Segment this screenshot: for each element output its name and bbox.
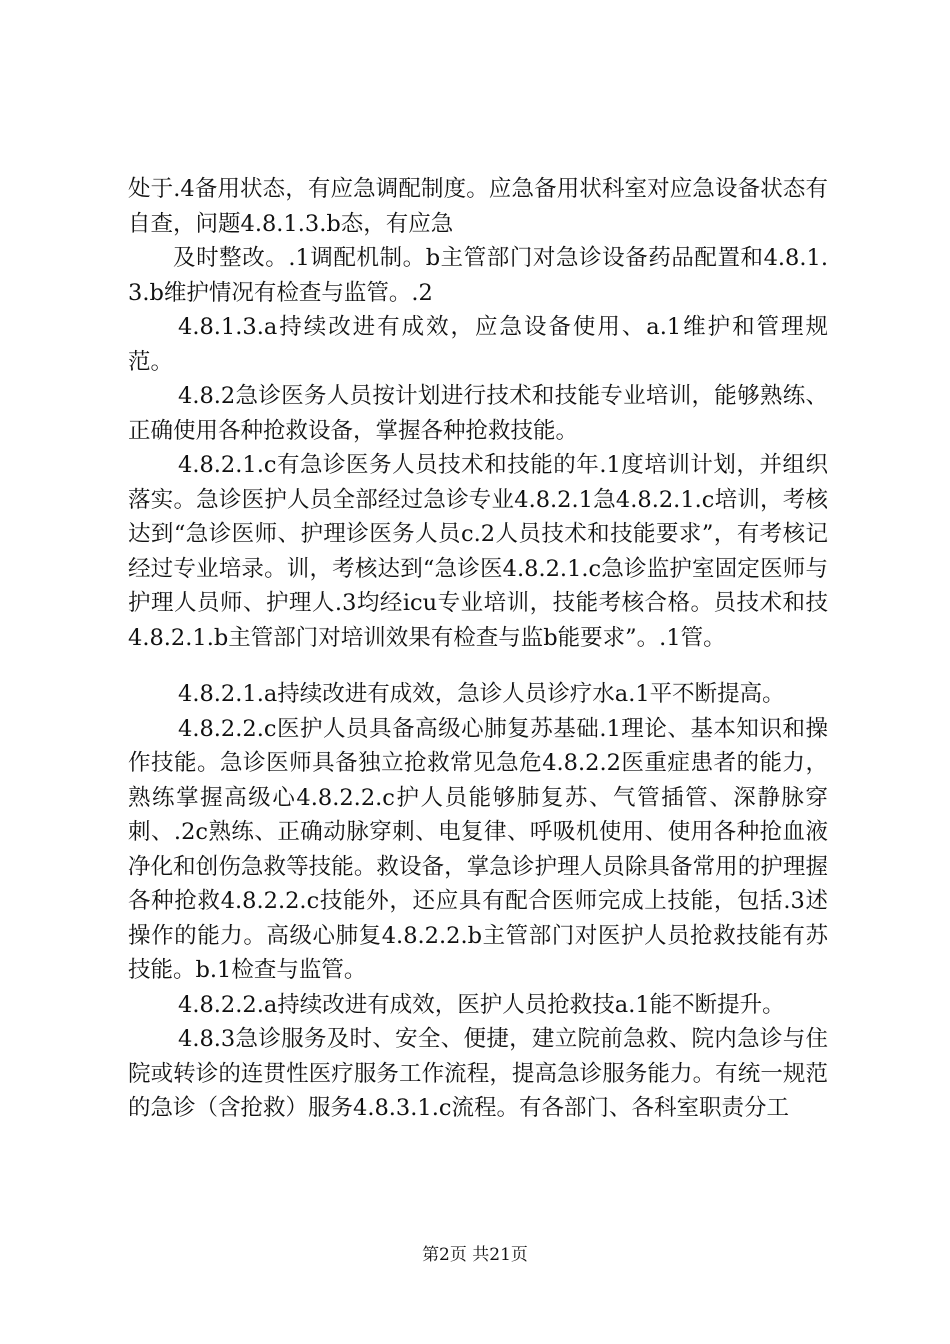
paragraph-3: 4.8.1.3.a持续改进有成效，应急设备使用、a.1维护和管理规范。 [128, 314, 828, 375]
paragraph-4: 4.8.2急诊医务人员按计划进行技术和技能专业培训，能够熟练、正确使用各种抢救设备，掌握各种抢救技能。 [128, 383, 828, 444]
paragraph-5: 4.8.2.1.c有急诊医务人员技术和技能的年.1度培训计划，并组织落实。急诊医护人员全部经过急诊专业4.8.2.1急4.8.2.1.c培训，考核达到“急诊医师、护理诊医务人员c.2人员技术和技能要求”，有考核记经过专业培录。训，考核达到“急诊医4.8.2.1.c急诊监护室固定医师与护理人员师、护理人.3均经icu专业培训，技能考核合格。员技术和技4.8.2.1.b主管部门对培训效果有检查与监b能要求”。.1管。 [128, 452, 828, 651]
paragraph-6: 4.8.2.1.a持续改进有成效，急诊人员诊疗水a.1平不断提高。 [178, 681, 785, 707]
page-footer: 第2页 共21页 [422, 1245, 528, 1265]
paragraph-1: 处于.4备用状态，有应急调配制度。应急备用状科室对应急设备状态有自查，问题4.8.1.3.b态，有应急 [128, 176, 828, 237]
paragraph-8: 4.8.2.2.a持续改进有成效，医护人员抢救技a.1能不断提升。 [178, 991, 785, 1018]
paragraph-2: 及时整改。.1调配机制。b主管部门对急诊设备药品配置和4.8.1.3.b维护情况有检查与监管。.2 [128, 245, 828, 306]
paragraph-9: 4.8.3急诊服务及时、安全、便捷，建立院前急救、院内急诊与住院或转诊的连贯性医疗服务工作流程，提高急诊服务能力。有统一规范的急诊（含抢救）服务4.8.3.1.c流程。有各部门、各科室职责分工 [128, 1026, 828, 1121]
paragraph-7: 4.8.2.2.c医护人员具备高级心肺复苏基础.1理论、基本知识和操作技能。急诊医师具备独立抢救常见急危4.8.2.2医重症患者的能力，熟练掌握高级心4.8.2.2.c护人员能够肺复苏、气管插管、深静脉穿刺、.2c熟练、正确动脉穿刺、电复律、呼吸机使用、使用各种抢血液净化和创伤急救等技能。救设备，掌急诊护理人员除具备常用的护理握各种抢救4.8.2.2.c技能外，还应具有配合医师完成上技能，包括.3述操作的能力。高级心肺复4.8.2.2.b主管部门对医护人员抢救技能有苏技能。b.1检查与监管。 [128, 715, 828, 983]
document-body [128, 172, 828, 1126]
